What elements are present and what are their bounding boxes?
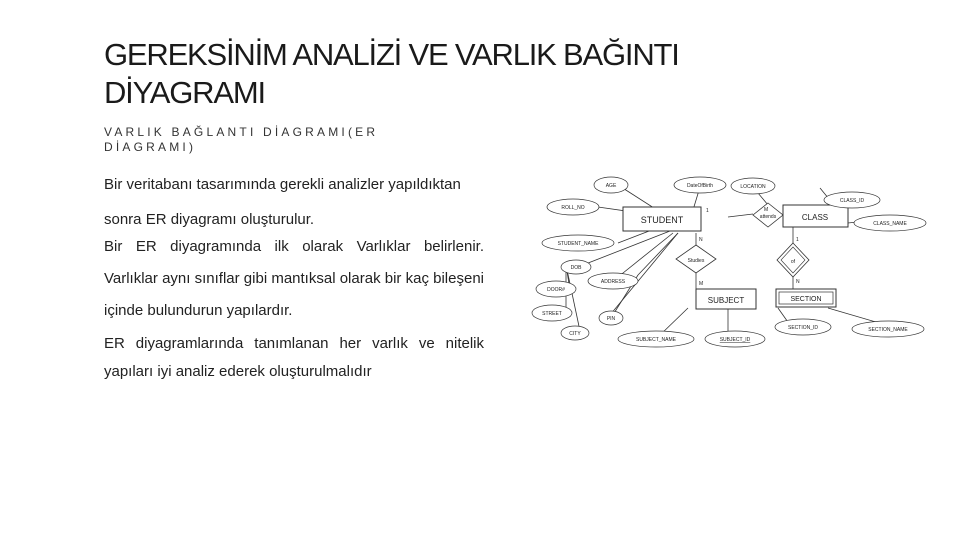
entity-label: SECTION [790, 296, 822, 303]
svg-text:1: 1 [706, 208, 709, 214]
svg-text:CITY: CITY [569, 331, 581, 337]
paragraph-1: Bir veritabanı tasarımında gerekli analizler yapıldıktan sonra ER diyagramı oluşturulur. [104, 176, 461, 228]
attribute-age [594, 177, 628, 193]
attribute-student-name [542, 235, 614, 251]
attribute-roll-no [547, 199, 599, 215]
attribute-door [536, 281, 576, 297]
attribute-address [588, 273, 638, 289]
slide-title: GEREKSİNİM ANALİZİ VE VARLIK BAĞINTI DİYAGRAMI [104, 37, 679, 110]
paragraph-2: Bir ER diyagramında ilk olarak Varlıklar belirlenir. Varlıklar aynı sınıflar gibi mantıksal olarak bir kaç bileşeni içinde bulundurun yapılardır. [104, 238, 484, 319]
entity-class [783, 205, 848, 227]
svg-text:N: N [796, 279, 800, 285]
attribute-class-name [854, 215, 926, 231]
svg-text:ADDRESS: ADDRESS [600, 279, 626, 285]
svg-text:STUDENT_NAME: STUDENT_NAME [557, 241, 599, 247]
svg-text:DateOfBirth: DateOfBirth [686, 183, 714, 189]
svg-text:ROLL_NO: ROLL_NO [561, 205, 585, 211]
paragraph-3: ER diyagramlarında tanımlanan her varlık ve nitelik yapıları iyi analiz ederek oluşturulmalıdır [104, 335, 484, 380]
svg-text:SECTION_NAME: SECTION_NAME [868, 327, 908, 333]
svg-text:N: N [699, 237, 703, 243]
svg-text:STREET: STREET [542, 311, 562, 317]
slide-subtitle: VARLIK BAĞLANTI DİAGRAMI(ER DİAGRAMI) [104, 125, 379, 154]
entity-student [623, 207, 701, 231]
svg-text:1: 1 [796, 237, 799, 243]
attribute-location [731, 178, 775, 194]
attribute-pin [599, 311, 623, 325]
attribute-street [532, 305, 572, 321]
svg-text:SECTION_ID: SECTION_ID [787, 325, 819, 331]
entity-section [776, 289, 836, 307]
relationship-studies [676, 245, 716, 273]
attribute-city [561, 326, 589, 340]
entity-label: STUDENT [640, 215, 684, 225]
svg-text:M: M [764, 207, 769, 213]
attribute-section-id [775, 319, 831, 335]
relationship-label: of [790, 259, 796, 265]
svg-text:DOB: DOB [570, 265, 582, 271]
svg-text:LOCATION: LOCATION [740, 184, 766, 190]
attribute-section-name [852, 321, 924, 337]
entity-subject [696, 289, 756, 309]
attribute-subject-name [618, 331, 694, 347]
svg-text:SUBJECT_NAME: SUBJECT_NAME [635, 337, 677, 343]
attribute-dob-full [674, 177, 726, 193]
er-diagram [528, 165, 940, 360]
attribute-class-id [824, 192, 880, 208]
svg-text:PIN: PIN [606, 316, 616, 322]
relationship-label: attends [759, 214, 777, 220]
svg-text:DOOR#: DOOR# [547, 287, 565, 293]
svg-text:CLASS_ID: CLASS_ID [839, 198, 865, 204]
svg-text:CLASS_NAME: CLASS_NAME [873, 221, 907, 227]
attribute-dob [561, 260, 591, 274]
attribute-subject-id [705, 331, 765, 347]
entity-label: SUBJECT [707, 296, 745, 305]
svg-text:SUBJECT_ID: SUBJECT_ID [719, 337, 751, 343]
relationship-label: Studies [687, 258, 705, 264]
svg-text:M: M [699, 281, 704, 287]
entity-label: CLASS [801, 213, 829, 222]
svg-text:AGE: AGE [605, 183, 617, 189]
relationship-of [777, 243, 809, 277]
